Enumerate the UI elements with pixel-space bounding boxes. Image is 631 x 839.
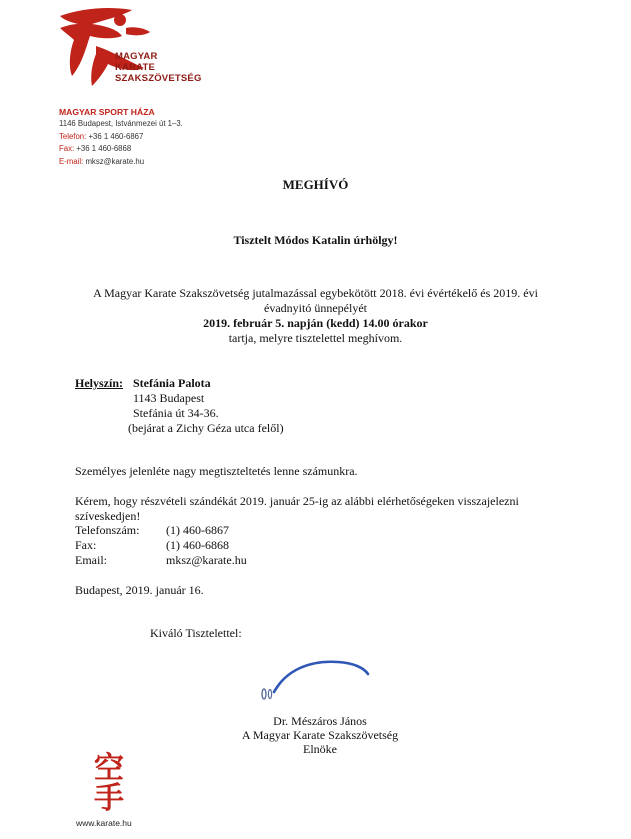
email-value: mksz@karate.hu [85,156,145,166]
contact-label: Email: [75,553,107,567]
venue-entrance: (bejárat a Zichy Géza utca felől) [128,421,284,435]
letterhead-phone [59,131,183,143]
signatory-name: Dr. Mészáros János [273,714,367,728]
contact-label: Fax: [75,538,97,552]
house-name: MAGYAR SPORT HÁZA [59,107,155,117]
letterhead [52,6,222,172]
event-datetime: 2019. február 5. napján (kedd) 14.00 órakor [203,316,428,330]
contact-list [75,523,375,568]
intro-line: évadnyitó ünnepélyét [264,301,367,315]
rsvp-paragraph [75,494,519,523]
venue-city: 1143 Budapest [133,391,205,405]
footer-logo [74,752,154,832]
intro-line: A Magyar Karate Szakszövetség jutalmazással egybekötött 2018. évi évértékelő és 2019. évi [93,286,538,300]
salutation: Tisztelt Módos Katalin úrhölgy! [233,233,398,247]
signatory-org: A Magyar Karate Szakszövetség [241,728,399,742]
venue-street: Stefánia út 34-36. [133,406,219,420]
contact-value: (1) 460-6867 [166,523,229,537]
letterhead-contact [59,106,183,168]
contact-label: Telefonszám: [75,523,140,537]
venue-name: Stefánia Palota [133,376,211,390]
phone-label: Telefon: [59,131,87,141]
fax-label: Fax: [59,144,75,154]
presence-line: Személyes jelenléte nagy megtiszteltetés lenne számunkra. [75,464,358,478]
contact-value: mksz@karate.hu [166,553,247,567]
intro-paragraph [0,286,631,345]
rsvp-line: szíveskedjen! [75,509,141,523]
house-address: 1146 Budapest, Istvánmezei út 1–3. [59,119,183,129]
contact-row [75,553,375,568]
org-name-line: MAGYAR [115,51,158,62]
phone-value: +36 1 460-6867 [88,131,144,141]
org-name [115,51,202,84]
venue-block [75,376,475,438]
fax-value: +36 1 460-6868 [76,144,132,154]
karate-kanji-logo: 空手 [94,751,124,816]
intro-line: tartja, melyre tisztelettel meghívom. [228,331,403,345]
venue-label: Helyszín: [75,376,123,390]
place-date: Budapest, 2019. január 16. [75,583,204,597]
contact-row [75,523,375,538]
rsvp-line: Kérem, hogy részvételi szándékát 2019. január 25-ig az alábbi elérhetőségeken visszajelezni [75,494,519,508]
signature-image [250,650,380,712]
contact-row [75,538,375,553]
footer-url: www.karate.hu [76,818,132,828]
org-name-line: KARATE [115,62,156,73]
contact-value: (1) 460-6868 [166,538,229,552]
signatory-title: Elnöke [303,742,337,756]
org-name-line: SZAKSZÖVETSÉG [115,73,202,84]
email-label: E-mail: [59,156,84,166]
letterhead-fax [59,143,183,155]
signatory [210,714,430,756]
letterhead-email [59,156,183,168]
closing: Kiváló Tisztelettel: [150,626,242,640]
document-title: MEGHÍVÓ [282,177,349,192]
